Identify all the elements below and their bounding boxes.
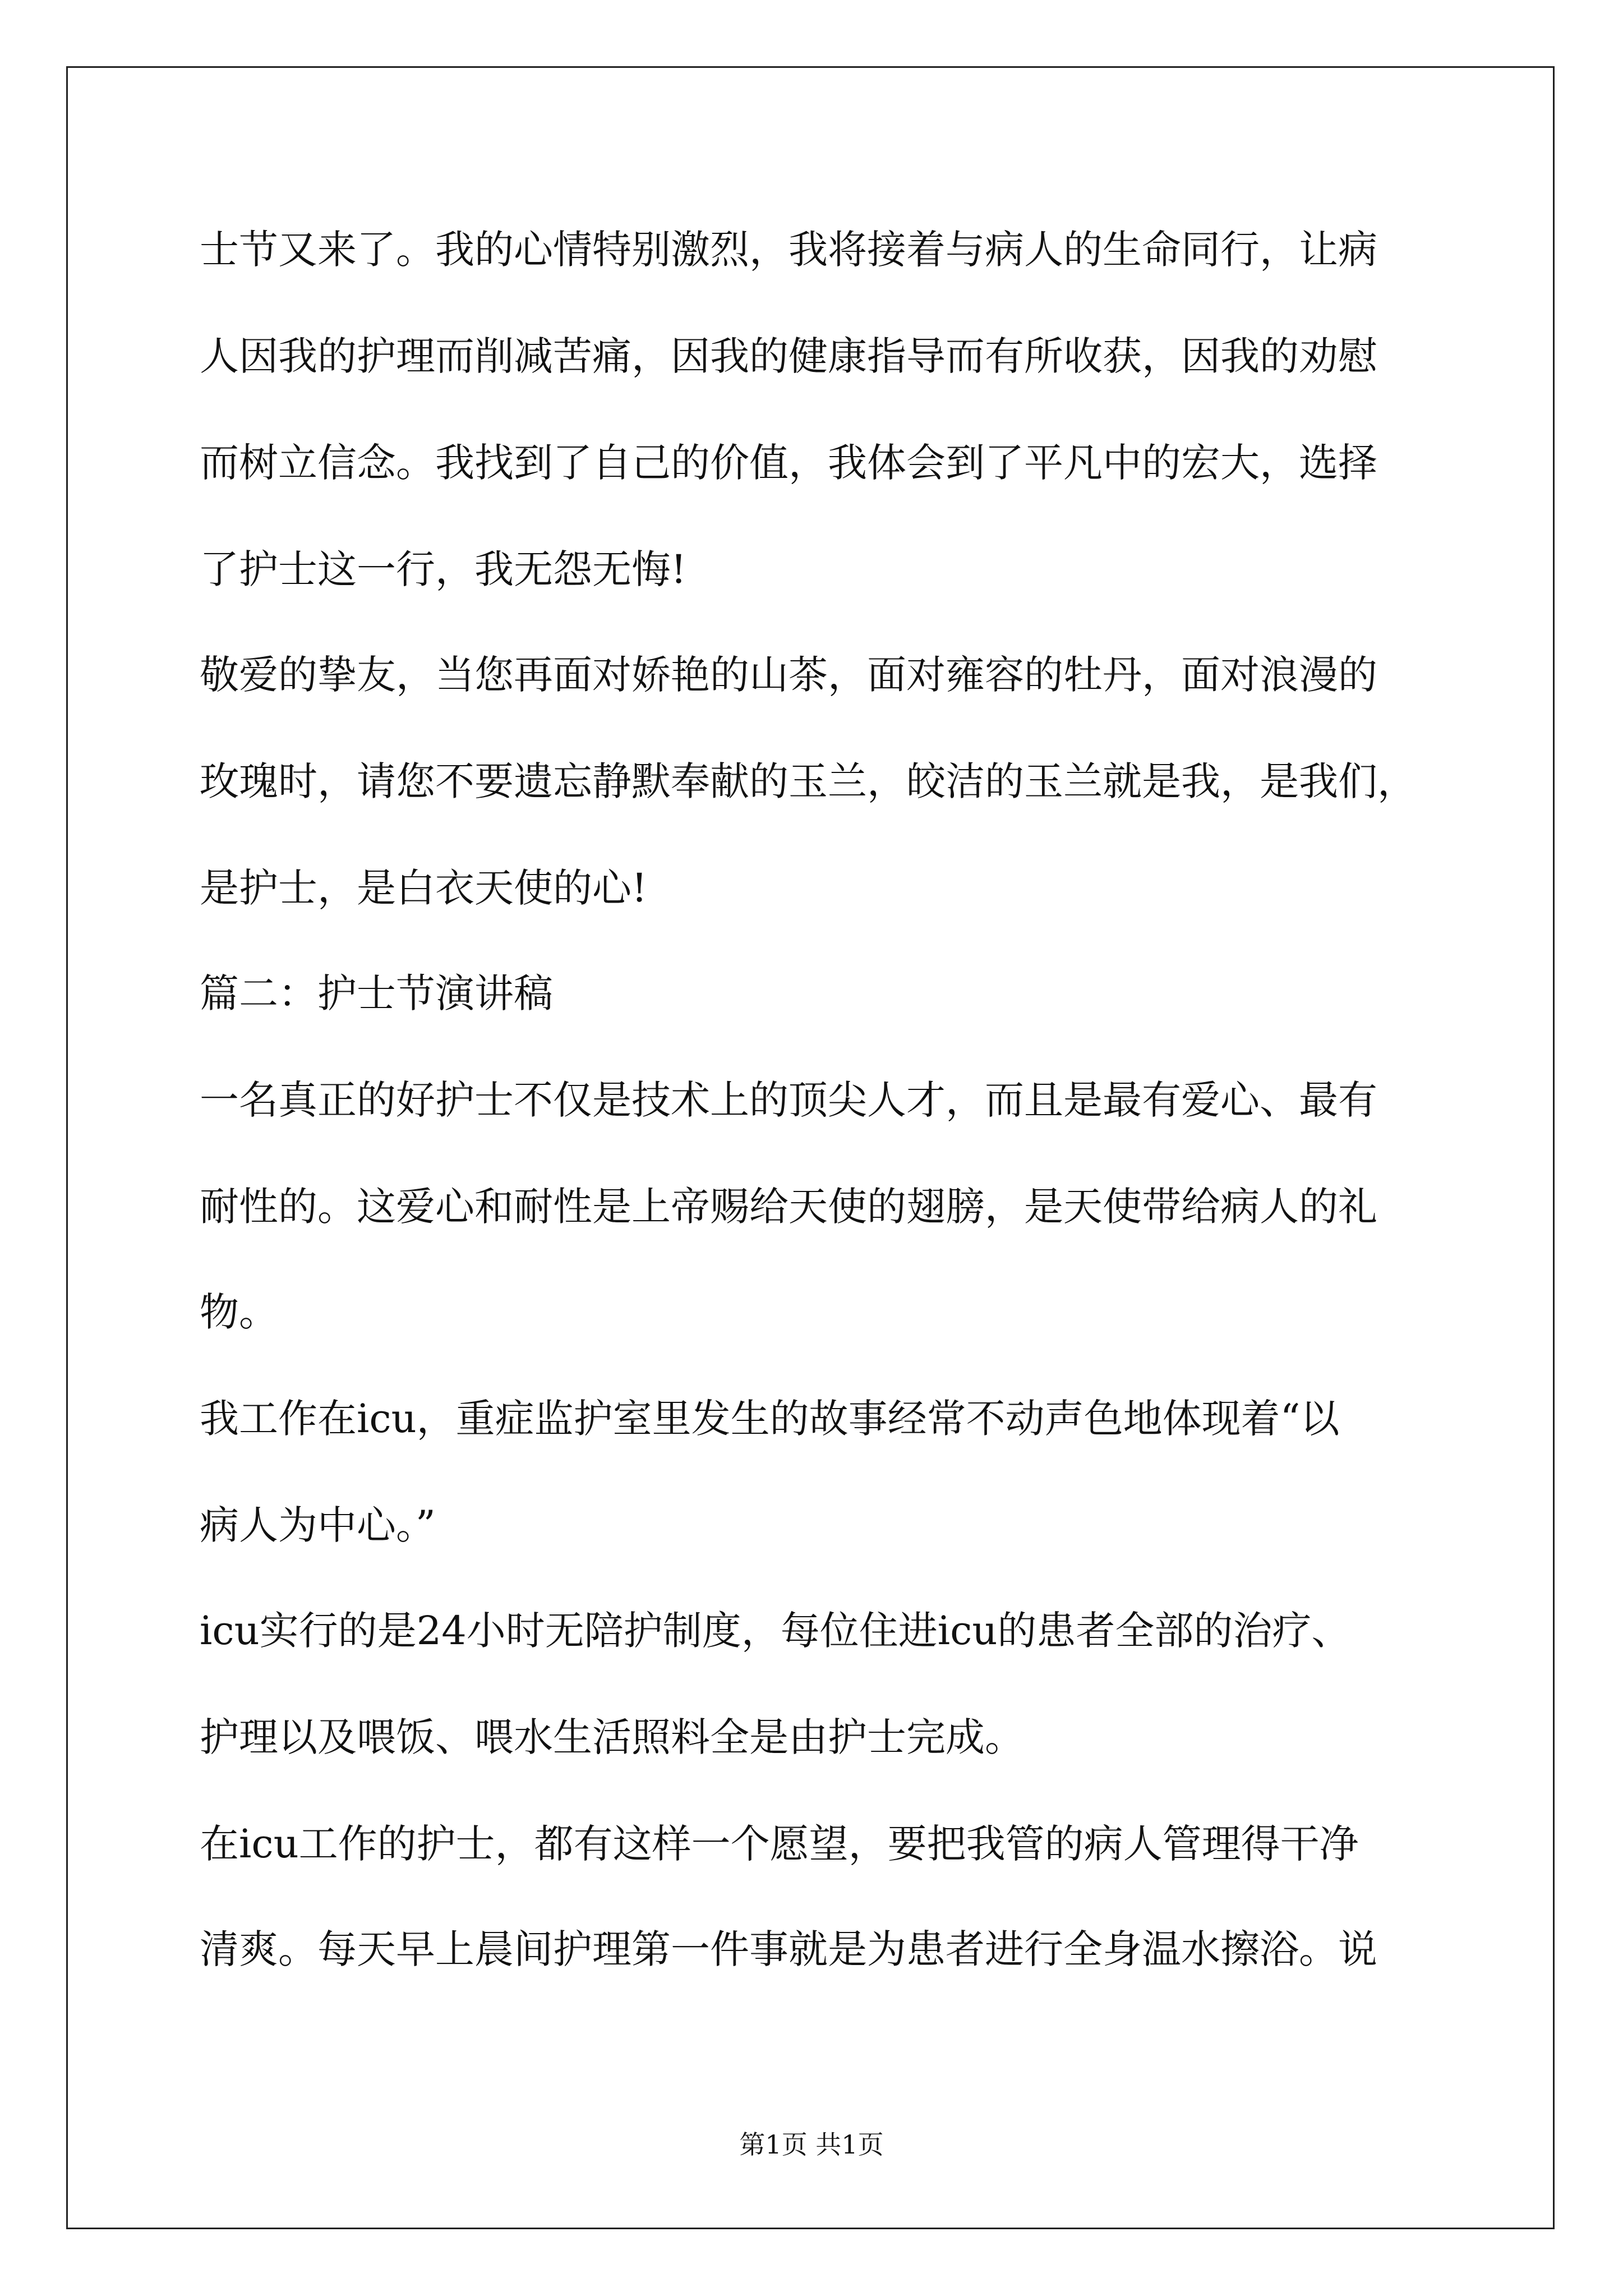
text-line: icu实行的是24小时无陪护制度，每位住进icu的患者全部的治疗、 bbox=[200, 1608, 1351, 1654]
text-line: 耐性的。这爱心和耐性是上帝赐给天使的翅膀，是天使带给病人的礼 bbox=[200, 1184, 1377, 1230]
section-heading: 篇二：护士节演讲稿 bbox=[200, 970, 553, 1016]
text-line: 我工作在icu，重症监护室里发生的故事经常不动声色地体现着“以 bbox=[200, 1396, 1340, 1442]
text-line: 玫瑰时，请您不要遗忘静默奉献的玉兰，皎洁的玉兰就是我，是我们， bbox=[200, 758, 1417, 804]
text-line: 在icu工作的护士，都有这样一个愿望，要把我管的病人管理得干净 bbox=[200, 1821, 1359, 1867]
page-footer: 第1页 共1页 bbox=[739, 2129, 884, 2160]
text-line: 而树立信念。我找到了自己的价值，我体会到了平凡中的宏大，选择 bbox=[200, 440, 1377, 486]
text-line: 护理以及喂饭、喂水生活照料全是由护士完成。 bbox=[200, 1714, 1024, 1760]
page-border bbox=[66, 66, 1555, 2229]
text-line: 士节又来了。我的心情特别激烈，我将接着与病人的生命同行，让病 bbox=[200, 227, 1377, 273]
text-line: 人因我的护理而削减苦痛，因我的健康指导而有所收获，因我的劝慰 bbox=[200, 333, 1377, 379]
text-line: 是护士，是白衣天使的心! bbox=[200, 865, 648, 911]
text-line: 了护士这一行，我无怨无悔! bbox=[200, 546, 687, 592]
text-line: 一名真正的好护士不仅是技术上的顶尖人才，而且是最有爱心、最有 bbox=[200, 1077, 1377, 1123]
text-line: 病人为中心。” bbox=[200, 1502, 436, 1548]
text-line: 物。 bbox=[200, 1289, 278, 1335]
text-line: 敬爱的挚友，当您再面对娇艳的山茶，面对雍容的牡丹，面对浪漫的 bbox=[200, 652, 1377, 698]
text-line: 清爽。每天早上晨间护理第一件事就是为患者进行全身温水擦浴。说 bbox=[200, 1926, 1377, 1972]
